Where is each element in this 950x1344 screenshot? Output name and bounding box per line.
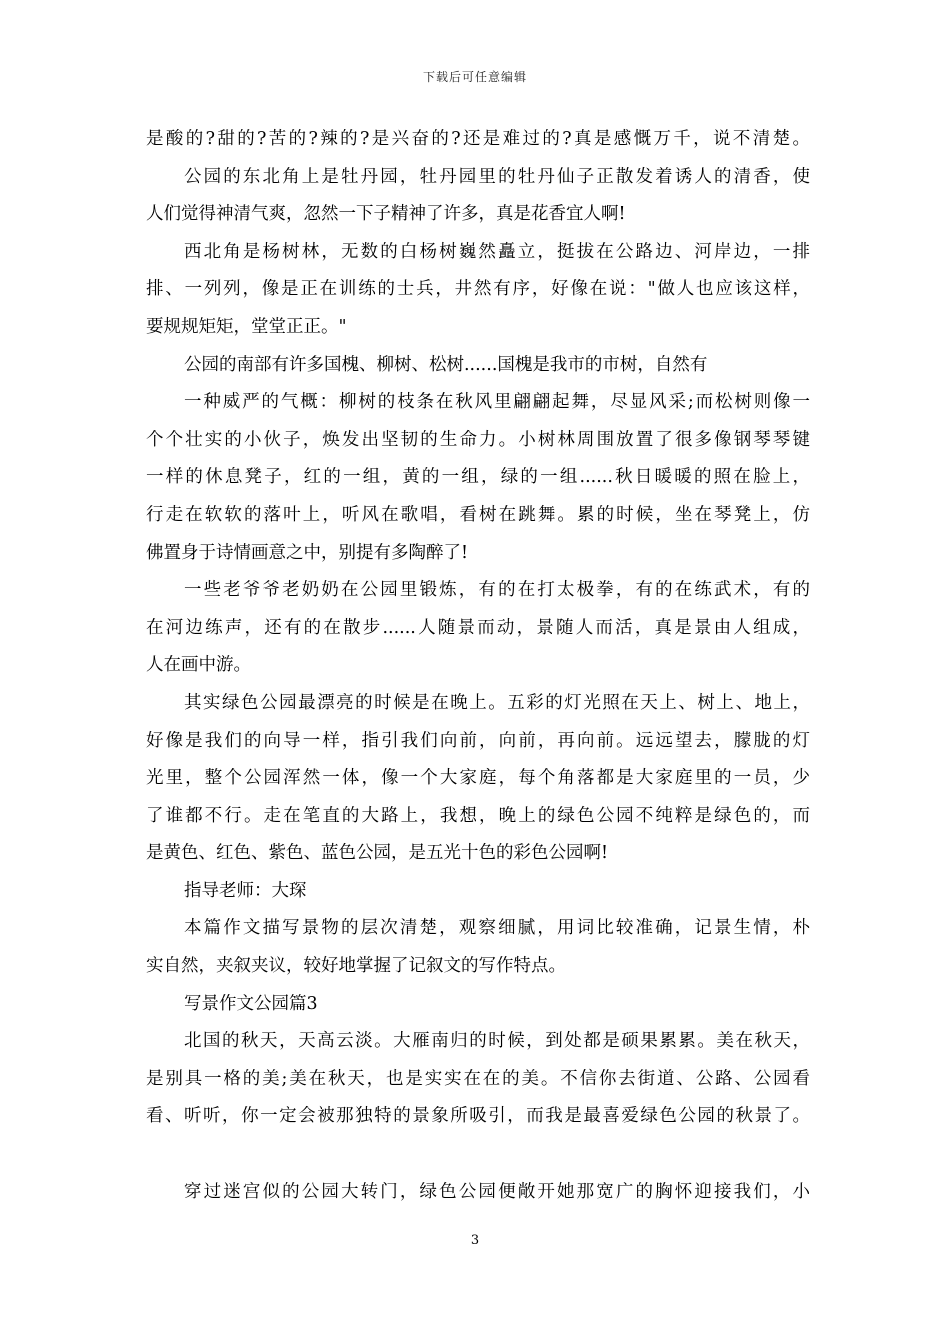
text-line: 排、一列列，像是正在训练的士兵，井然有序，好像在说："做人也应该这样， bbox=[146, 279, 810, 300]
text-line: 要规规矩矩，堂堂正正。" bbox=[146, 316, 347, 337]
text-line: 在河边练声，还有的在散步......人随景而动，景随人而活，真是景由人组成， bbox=[146, 617, 810, 638]
text-line: 是别具一格的美;美在秋天，也是实实在在的美。不信你去街道、公路、公园看 bbox=[146, 1068, 810, 1089]
teacher-line: 指导老师：大琛 bbox=[184, 880, 307, 901]
text-line: 公园的东北角上是牡丹园，牡丹园里的牡丹仙子正散发着诱人的清香，使 bbox=[184, 166, 810, 187]
text-line: 了谁都不行。走在笔直的大路上，我想，晚上的绿色公园不纯粹是绿色的，而 bbox=[146, 805, 810, 826]
text-line: 一些老爷爷老奶奶在公园里锻炼，有的在打太极拳，有的在练武术，有的 bbox=[184, 580, 810, 601]
text-line: 其实绿色公园最漂亮的时候是在晚上。五彩的灯光照在天上、树上、地上， bbox=[184, 692, 810, 713]
paragraph-gap bbox=[146, 1136, 810, 1174]
text-line: 人在画中游。 bbox=[146, 655, 251, 676]
text-line: 本篇作文描写景物的层次清楚，观察细腻，用词比较准确，记景生情，朴 bbox=[184, 918, 810, 939]
text-line: 个个壮实的小伙子，焕发出坚韧的生命力。小树林周围放置了很多像钢琴琴键 bbox=[146, 429, 810, 450]
text-line: 佛置身于诗情画意之中，别提有多陶醉了! bbox=[146, 542, 469, 563]
text-line: 一样的休息凳子，红的一组，黄的一组，绿的一组......秋日暖暖的照在脸上， bbox=[146, 467, 810, 488]
text-line: 公园的南部有许多国槐、柳树、松树......国槐是我市的市树，自然有 bbox=[184, 354, 708, 375]
text-line: 实自然，夹叙夹议，较好地掌握了记叙文的写作特点。 bbox=[146, 956, 566, 977]
text-line: 行走在软软的落叶上，听风在歌唱，看树在跳舞。累的时候，坐在琴凳上，仿 bbox=[146, 504, 810, 525]
section-title: 写景作文公园篇3 bbox=[184, 993, 318, 1014]
text-line: 一种威严的气概：柳树的枝条在秋风里翩翩起舞，尽显风采;而松树则像一 bbox=[184, 392, 810, 413]
text-line: 穿过迷宫似的公园大转门，绿色公园便敞开她那宽广的胸怀迎接我们，小 bbox=[184, 1181, 810, 1202]
document-body bbox=[146, 121, 810, 1211]
text-line: 人们觉得神清气爽，忽然一下子精神了许多，真是花香宜人啊! bbox=[146, 204, 626, 225]
text-line: 光里，整个公园浑然一体，像一个大家庭，每个角落都是大家庭里的一员，少 bbox=[146, 768, 810, 789]
page-number: 3 bbox=[470, 1233, 480, 1248]
page-header-note: 下载后可任意编辑 bbox=[422, 70, 527, 84]
text-line: 西北角是杨树林，无数的白杨树巍然矗立，挺拔在公路边、河岸边，一排 bbox=[184, 241, 810, 262]
text-line: 看、听听，你一定会被那独特的景象所吸引，而我是最喜爱绿色公园的秋景了。 bbox=[146, 1106, 810, 1127]
text-line: 好像是我们的向导一样，指引我们向前，向前，再向前。远远望去，朦胧的灯 bbox=[146, 730, 810, 751]
text-line: 北国的秋天，天高云淡。大雁南归的时候，到处都是硕果累累。美在秋天， bbox=[184, 1031, 810, 1052]
text-line: 是黄色、红色、紫色、蓝色公园，是五光十色的彩色公园啊! bbox=[146, 843, 609, 864]
text-line: 是酸的?甜的?苦的?辣的?是兴奋的?还是难过的?真是感慨万千，说不清楚。 bbox=[146, 129, 810, 149]
